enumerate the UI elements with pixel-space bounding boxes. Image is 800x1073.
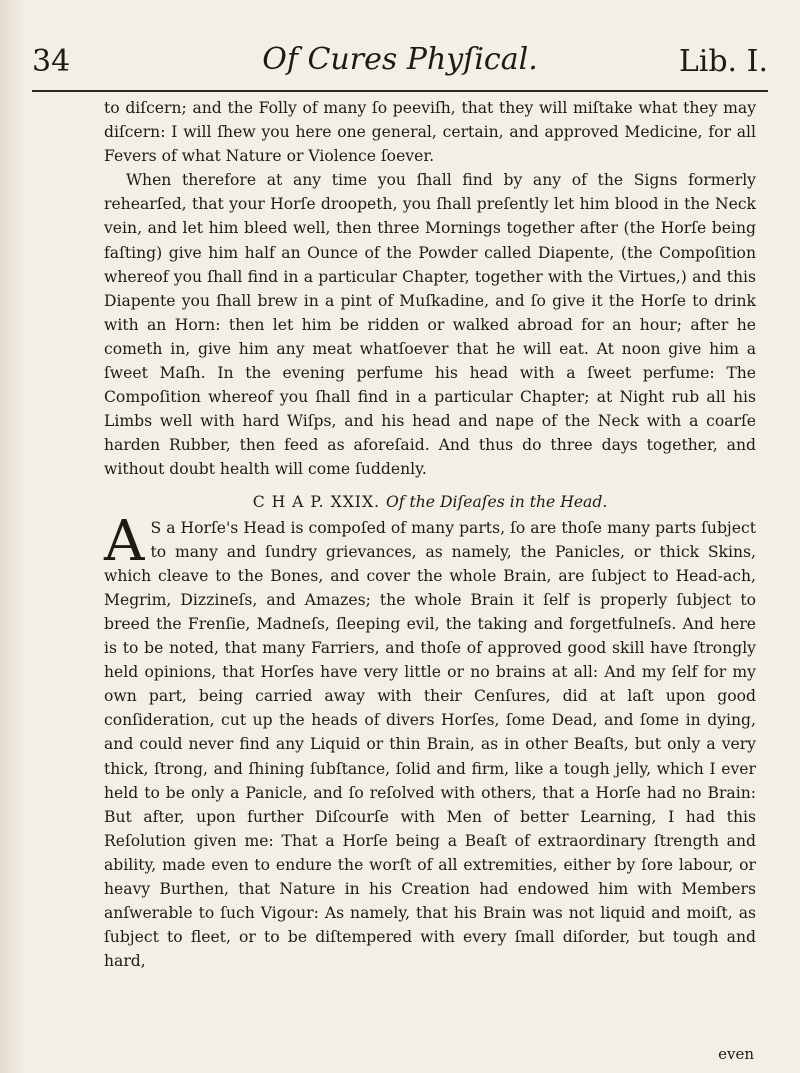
- running-title: Of Cures Phyſical.: [262, 42, 538, 77]
- chapter-number: C H A P. XXIX.: [252, 492, 381, 511]
- page-body: [104, 96, 756, 973]
- page-number: 34: [32, 44, 71, 79]
- chapter-paragraph: [104, 508, 756, 974]
- section-label: Lib. I.: [678, 44, 768, 79]
- chapter-body-text: S a Horſe's Head is compoſed of many parts, ſo are thoſe many parts ſubject to many and ſundry grievances, as namely, the Panicles, or thick Skins, which cleave to the Bones, and cover the whole Brain, are ſubject to Head-ach, Megrim, Dizzineſs, and Amazes; the whole Brain it ſelf is properly ſubject to breed the Frenſie, Madneſs, ſleeping evil, the taking and forgetfulneſs. And here is to be noted, that many Farriers, and thoſe of approved good skill have ſtrongly held opinions, that Horſes have very little or no brains at all: And my ſelf for my own part, being carried away with their Cenſures, did at laſt upon good conſideration, cut up the heads of divers Horſes, ſome Dead, and ſome in dying, and could never find any Liquid or thin Brain, as in other Beaſts, but only a very thick, ſtrong, and ſhining ſubſtance, ſolid and firm, like a tough jelly, which I ever held to be only a Panicle, and ſo reſolved with others, that a Horſe had no Brain: But after, upon further Diſcourſe with Men of better Learning, I had this Reſolution given me: That a Horſe being a Beaſt of extraordinary ſtrength and ability, made even to endure the worſt of all extremities, either by ſore labour, or heavy Burthen, that Nature in his Creation had endowed him with Members anſwerable to ſuch Vigour: As namely, that his Brain was not liquid and moiſt, as ſubject to fleet, or to be diſtempered with every ſmall diſorder, but tough and hard,: [104, 518, 756, 971]
- chapter-title: Of the Diſeaſes in the Head.: [385, 492, 608, 511]
- catchword: even: [718, 1045, 754, 1063]
- page-header: [32, 40, 768, 84]
- paragraph-treatment: When therefore at any time you ſhall find by any of the Signs formerly rehearſed, that your Horſe droopeth, you ſhall preſently let him blood in the Neck vein, and let him bleed well, then three Mornings together after (the Horſe being faſting) give him half an Ounce of the Powder called Diapente, (the Compoſition whereof you ſhall find in a particular Chapter, together with the Virtues,) and this Diapente you ſhall brew in a pint of Muſkadine, and ſo give it the Horſe to drink with an Horn: then let him be ridden or walked abroad for an hour; after he cometh in, give him any meat whatſoever that he will eat. At noon give him a ſweet Maſh. In the evening perfume his head with a ſweet perfume: The Compoſition whereof you ſhall find in a particular Chapter; at Night rub all his Limbs well with hard Wiſps, and his head and nape of the Neck with a coarſe harden Rubber, then feed as aforeſaid. And thus do three days together, and without doubt health will come ſuddenly.: [104, 171, 756, 479]
- page-edge-shadow: [0, 0, 24, 1073]
- paragraph-continuation: to diſcern; and the Folly of many ſo peeviſh, that they will miſtake what they may diſcern: I will ſhew you here one general, certain, and approved Medicine, for all Fevers of what Nature or Violence ſoever.: [104, 99, 756, 166]
- chapter-heading: [104, 490, 756, 514]
- header-rule: [32, 90, 768, 92]
- drop-cap: A: [104, 508, 145, 574]
